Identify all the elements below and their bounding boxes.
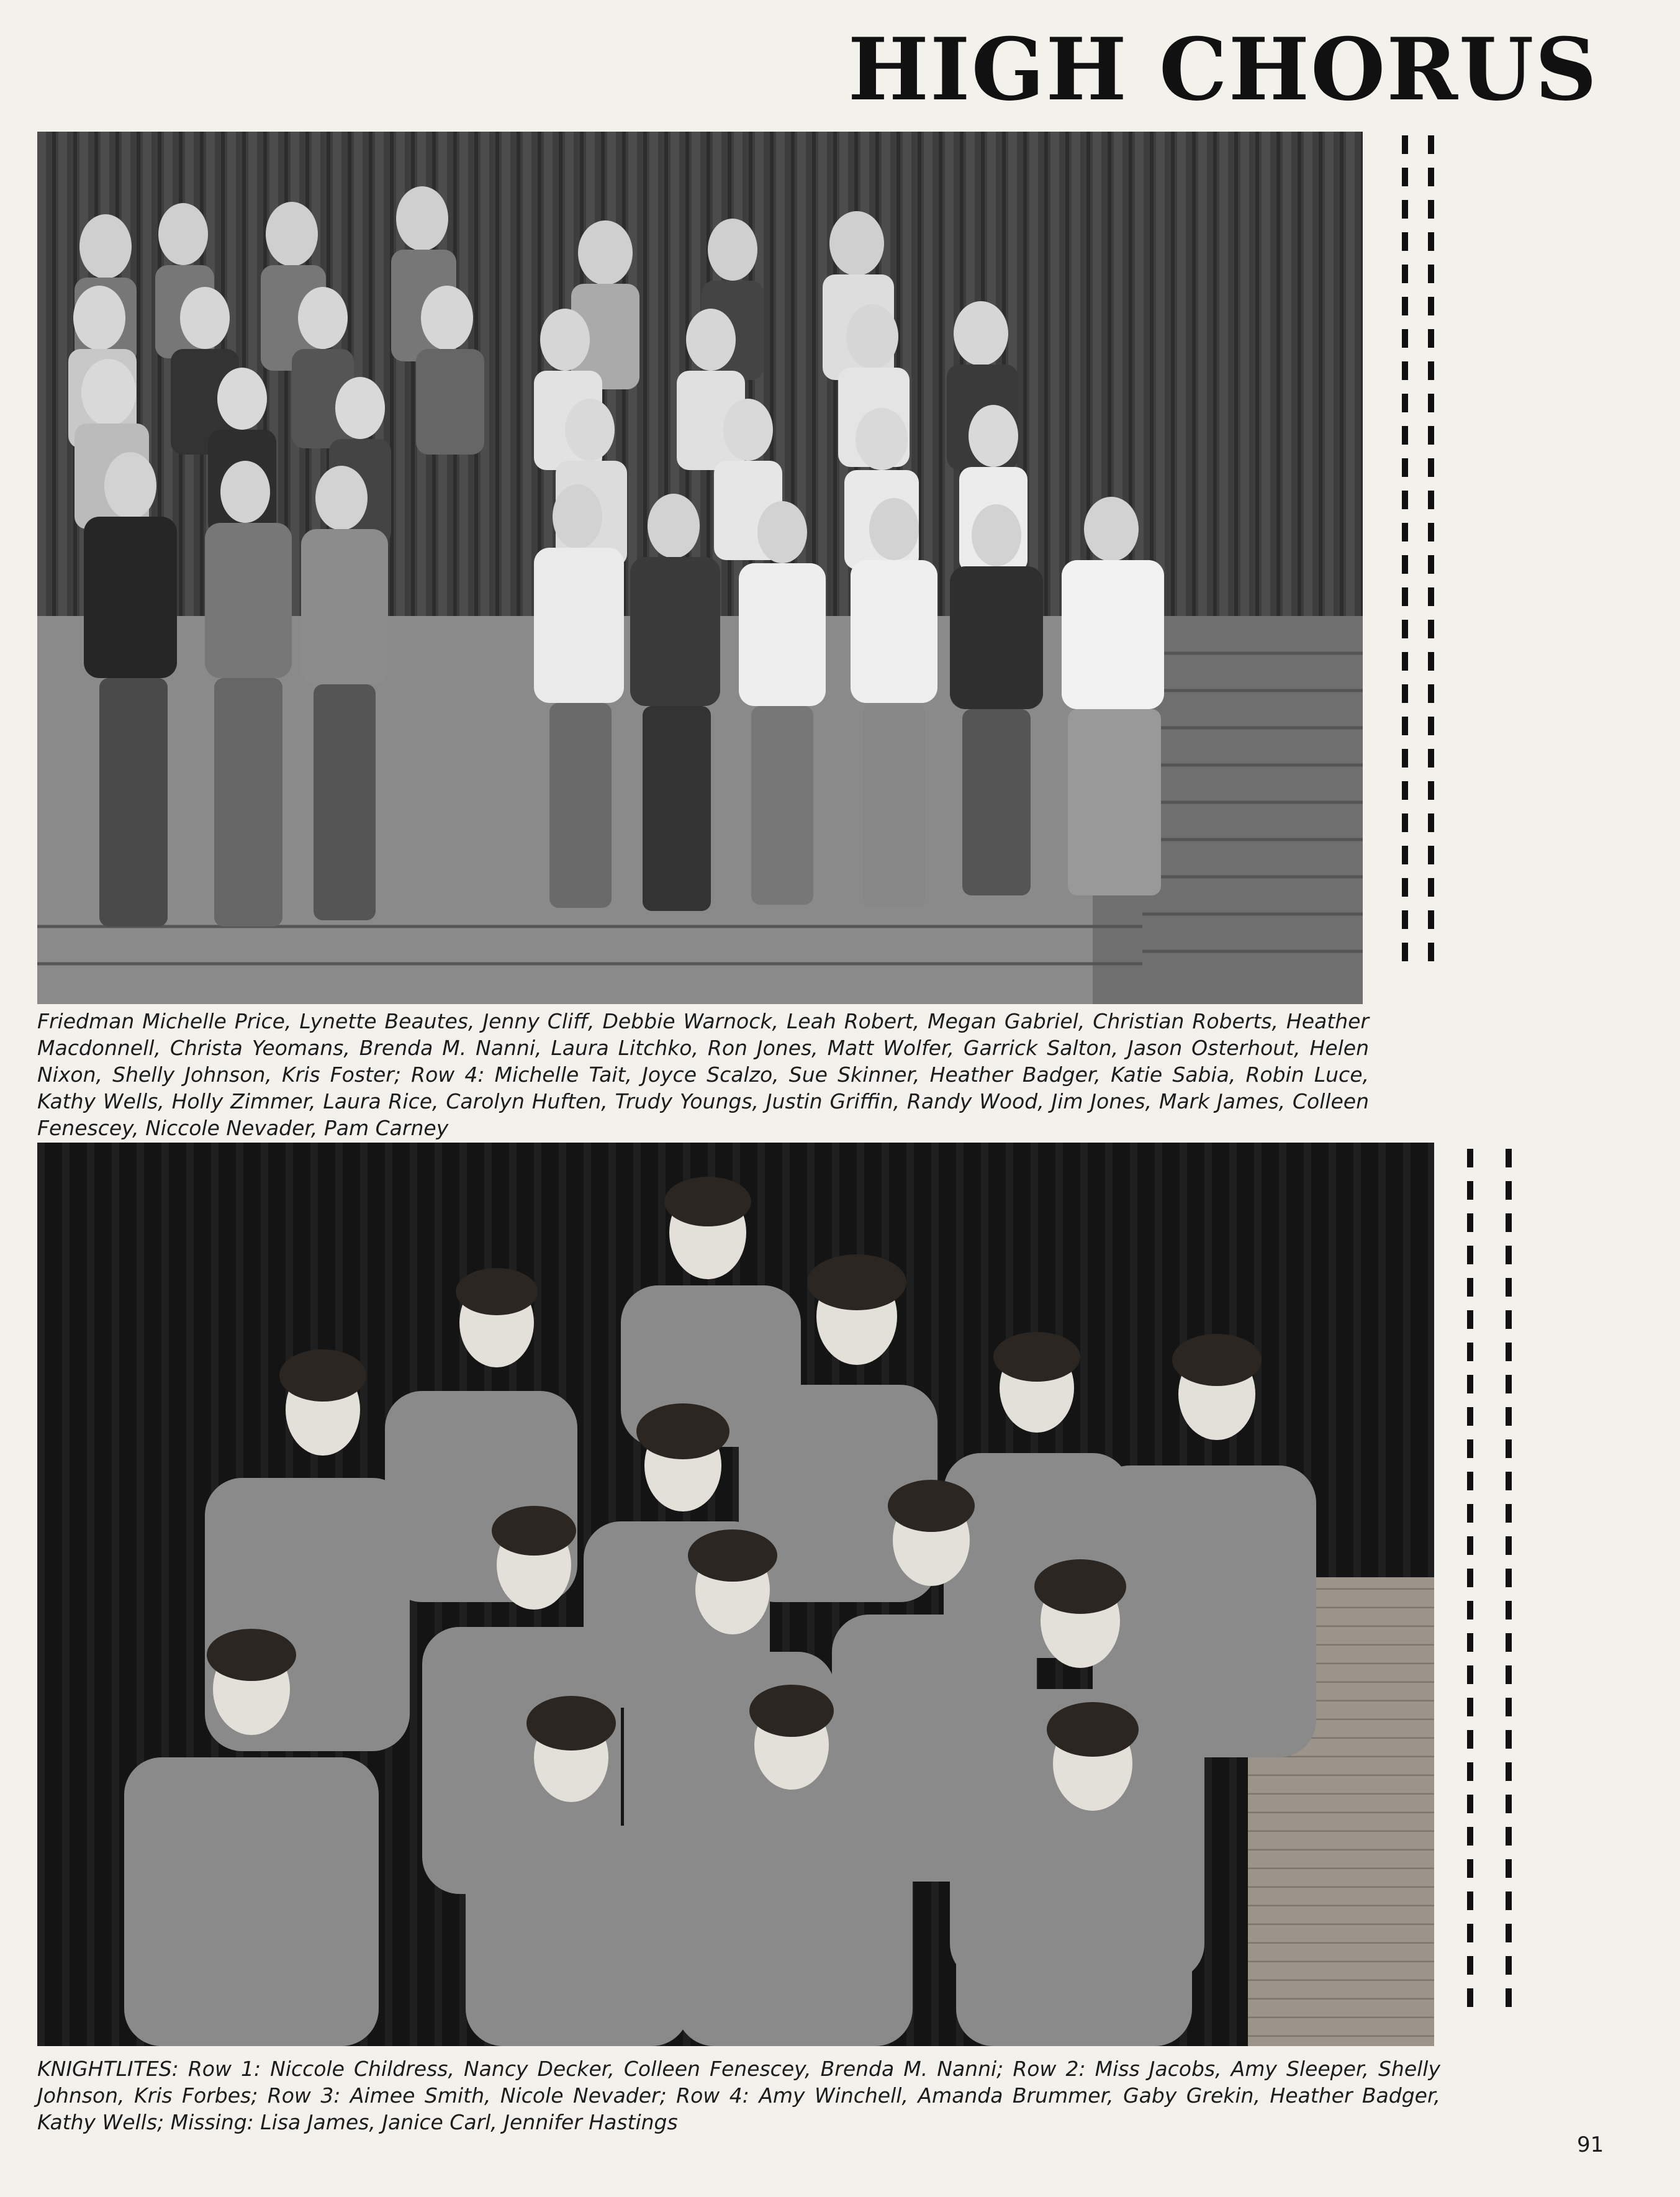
decorative-dash-column (1428, 135, 1434, 961)
high-chorus-group-photo (37, 132, 1363, 1004)
page-title: HIGH CHORUS (847, 19, 1598, 120)
high-chorus-caption: Friedman Michelle Price, Lynette Beautes, Jenny Cliff, Debbie Warnock, Leah Robert, Megan Gabriel, Christian Roberts, Heather Macdonnell, Christa Yeomans, Brenda M. Nanni, Laura Litchko, Ron Jones, Matt Wolfer, Garrick Salton, Jason Osterhout, Helen Nixon, Shelly Johnson, Kris Foster; Row 4: Michelle Tait, Joyce Scalzo, Sue Skinner, Heather Badger, Katie Sabia, Robin Luce, Kathy Wells, Holly Zimmer, Laura Rice, Carolyn Huften, Trudy Youngs, Justin Griffin, Randy Wood, Jim Jones, Mark James, Colleen Fenescey, Niccole Nevader, Pam Carney (37, 1009, 1369, 1140)
decorative-dash-column (1402, 135, 1408, 961)
decorative-dash-column (1506, 1149, 1512, 2007)
knightlites-group-photo (37, 1143, 1434, 2046)
decorative-dash-column (1467, 1149, 1473, 2007)
page-number: 91 (1577, 2132, 1604, 2157)
knightlites-caption: KNIGHTLITES: Row 1: Niccole Childress, Nancy Decker, Colleen Fenescey, Brenda M. Nanni; Row 2: Miss Jacobs, Amy Sleeper, Shelly Johnson, Kris Forbes; Row 3: Aimee Smith, Nicole Nevader; Row 4: Amy Winchell, Amanda Brummer, Gaby Grekin, Heather Badger, Kathy Wells; Missing: Lisa James, Janice Carl, Jennifer Hastings (37, 2057, 1440, 2134)
